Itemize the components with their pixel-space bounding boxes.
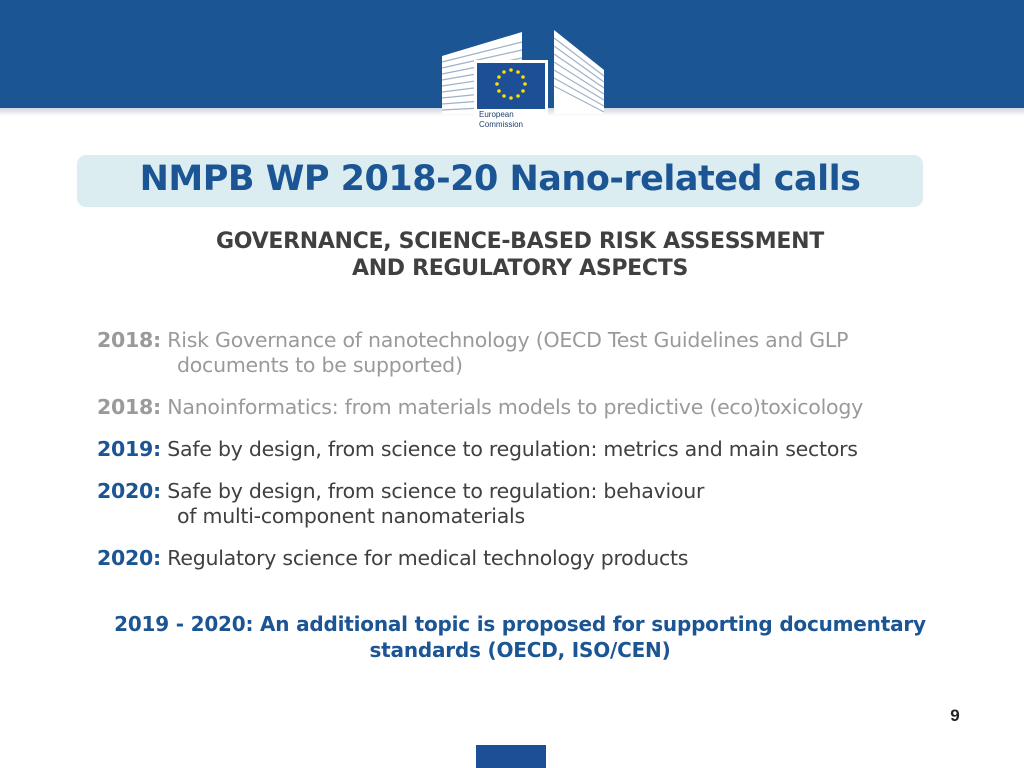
- call-item: [97, 479, 937, 529]
- slide-subtitle: [150, 228, 890, 282]
- call-year: 2019:: [97, 437, 162, 461]
- subtitle-line2: AND REGULATORY ASPECTS: [351, 256, 689, 281]
- call-list: [97, 328, 937, 588]
- logo-text: [479, 110, 547, 130]
- call-year: 2018:: [97, 395, 162, 419]
- call-year: 2018:: [97, 328, 162, 352]
- call-item: [97, 546, 937, 571]
- slide-title: NMPB WP 2018-20 Nano-related calls: [139, 159, 861, 199]
- call-text: Nanoinformatics: from materials models to predictive (eco)toxicology: [167, 395, 863, 419]
- call-item: [97, 328, 937, 378]
- note-line2: standards (OECD, ISO/CEN): [369, 638, 671, 662]
- additional-topic-note: [100, 611, 940, 663]
- bottom-flag-tab: [476, 745, 546, 768]
- call-item: [97, 395, 937, 420]
- call-text-continued: documents to be supported): [177, 353, 463, 377]
- call-year: 2020:: [97, 479, 162, 503]
- call-text: Risk Governance of nanotechnology (OECD Test Guidelines and GLP: [167, 328, 849, 352]
- call-text-continued: of multi-component nanomaterials: [177, 504, 525, 528]
- call-text: Safe by design, from science to regulation: metrics and main sectors: [167, 437, 858, 461]
- call-text: Safe by design, from science to regulation: behaviour: [167, 479, 705, 503]
- call-text: Regulatory science for medical technology products: [167, 546, 689, 570]
- note-line1: 2019 - 2020: An additional topic is proposed for supporting documentary: [114, 612, 926, 636]
- call-item: [97, 437, 937, 462]
- page-number: 9: [950, 706, 960, 725]
- logo-line1: European: [479, 110, 514, 119]
- subtitle-line1: GOVERNANCE, SCIENCE-BASED RISK ASSESSMENT: [216, 229, 824, 254]
- call-year: 2020:: [97, 546, 162, 570]
- logo-line2: Commission: [479, 120, 524, 129]
